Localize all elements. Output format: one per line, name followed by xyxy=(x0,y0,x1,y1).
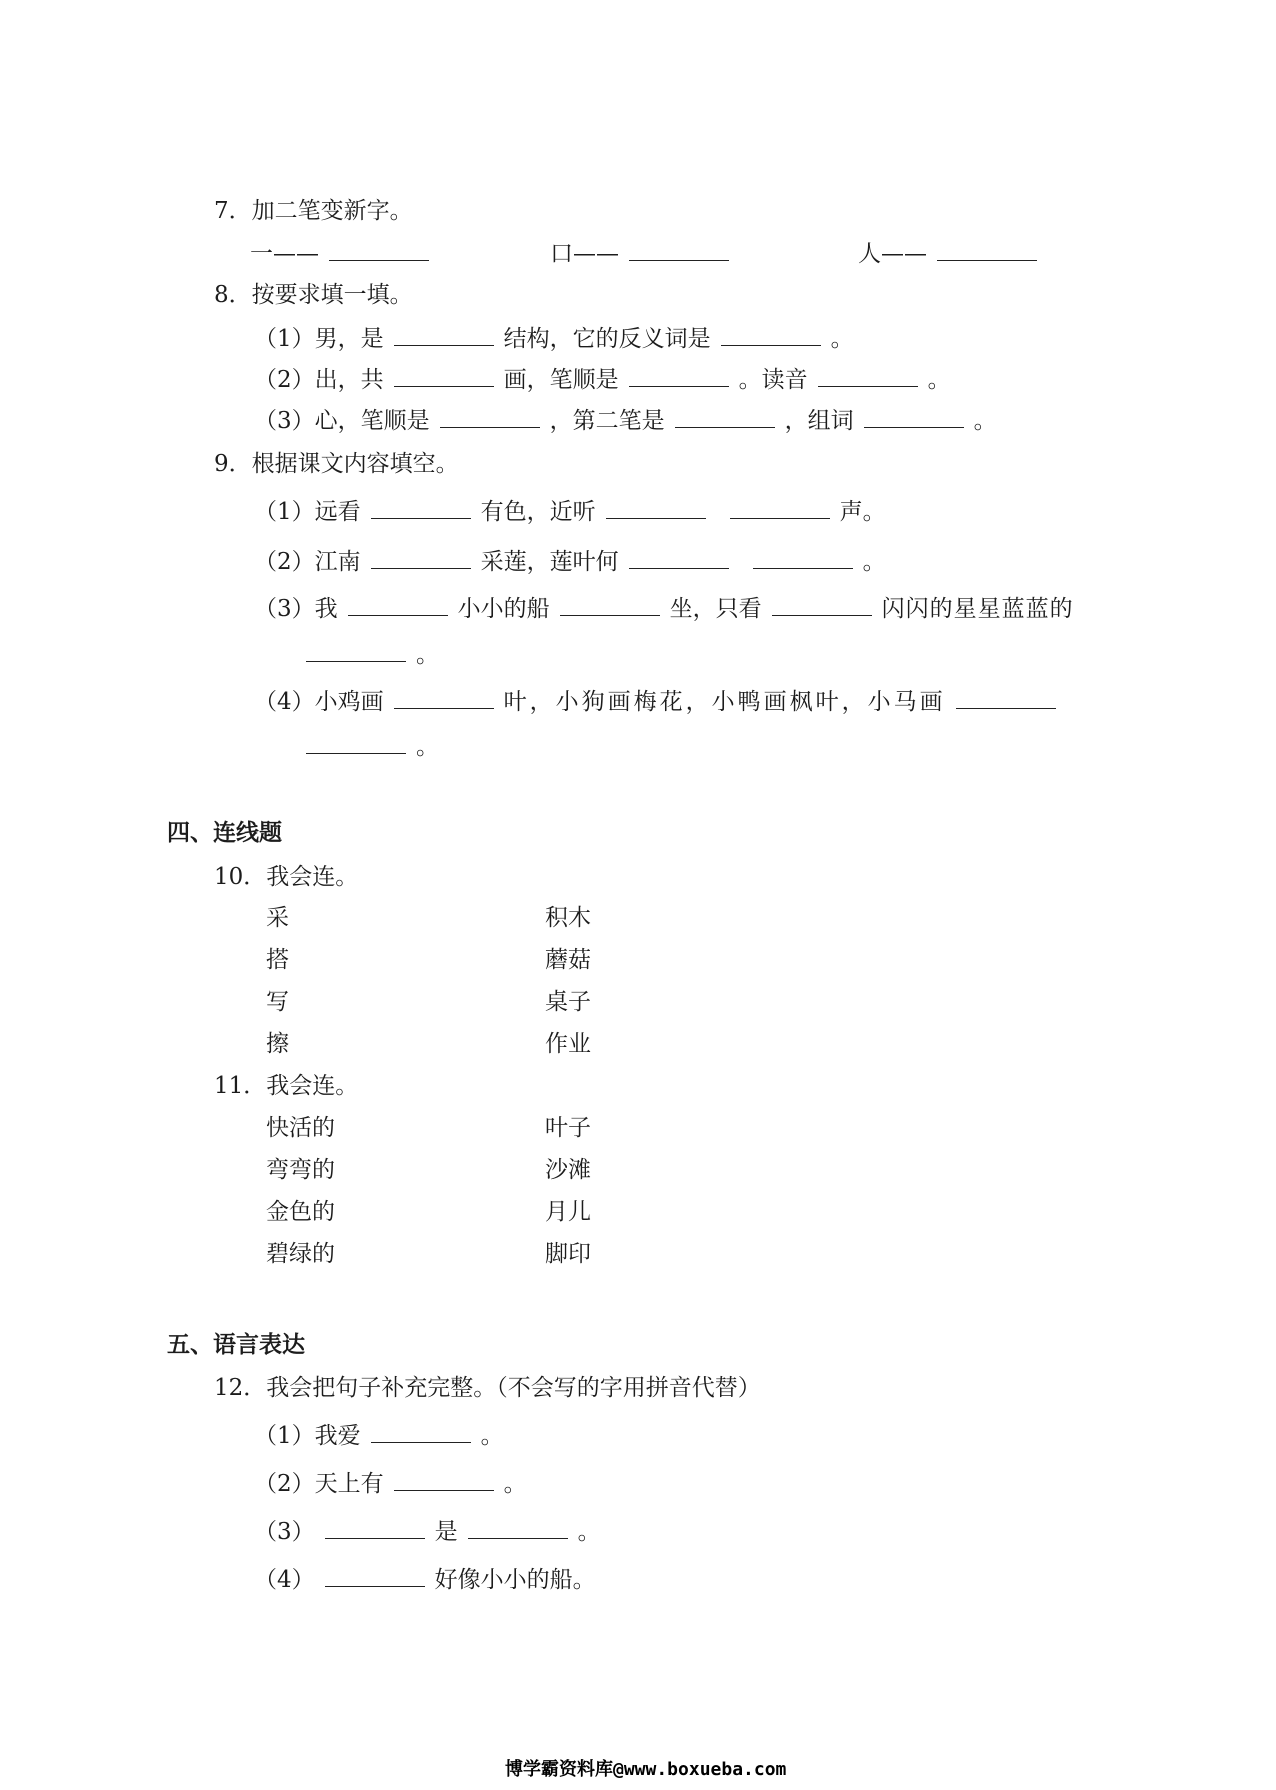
blank[interactable] xyxy=(329,238,429,261)
q7-item-1-text: 一—— xyxy=(250,241,319,267)
q9-sub-3-cont xyxy=(306,639,439,670)
q11-left-item[interactable]: 弯弯的 xyxy=(266,1157,335,1183)
blank[interactable] xyxy=(629,546,729,569)
q10-right-item[interactable]: 蘑菇 xyxy=(545,947,591,973)
footer-watermark: 博学霸资料库@www.boxueba.com xyxy=(505,1759,787,1780)
q8-s3-d: 。 xyxy=(973,408,997,434)
q12-s2-a: （2）天上有 xyxy=(254,1471,384,1497)
q9-title: 9．根据课文内容填空。 xyxy=(214,451,459,477)
q11-right-item[interactable]: 沙滩 xyxy=(545,1157,591,1183)
q11-left-item[interactable]: 金色的 xyxy=(266,1199,335,1225)
q8-sub-1 xyxy=(254,323,854,354)
q11-left-item[interactable]: 碧绿的 xyxy=(266,1241,335,1267)
q12-s4-a: （4） xyxy=(254,1567,315,1593)
q10-right-item[interactable]: 作业 xyxy=(545,1031,591,1057)
blank[interactable] xyxy=(306,731,406,754)
q8-s1-c: 。 xyxy=(830,326,854,352)
q10-right-item[interactable]: 桌子 xyxy=(545,989,591,1015)
blank[interactable] xyxy=(468,1516,568,1539)
q9-s4-b: 叶，小狗画梅花，小鸭画枫叶，小马画 xyxy=(503,689,946,715)
q9-s3-b: 小小的船 xyxy=(457,596,550,622)
q10-left-item[interactable]: 搭 xyxy=(266,947,289,973)
blank[interactable] xyxy=(394,364,494,387)
q12-s2-b: 。 xyxy=(503,1471,527,1497)
blank[interactable] xyxy=(394,686,494,709)
q10-title: 10．我会连。 xyxy=(214,864,359,890)
blank[interactable] xyxy=(606,496,706,519)
blank[interactable] xyxy=(325,1516,425,1539)
q9-s3-c: 坐，只看 xyxy=(669,596,762,622)
q12-sub-4 xyxy=(254,1564,596,1595)
q9-s4-c: 。 xyxy=(416,734,439,760)
blank[interactable] xyxy=(440,405,540,428)
section-5-heading: 五、语言表达 xyxy=(167,1332,305,1358)
blank[interactable] xyxy=(371,1420,471,1443)
q12-s3-c: 。 xyxy=(577,1519,601,1545)
q12-s3-b: 是 xyxy=(434,1519,458,1545)
q11-title: 11．我会连。 xyxy=(214,1073,359,1099)
q12-s3-a: （3） xyxy=(254,1519,315,1545)
blank[interactable] xyxy=(371,496,471,519)
blank[interactable] xyxy=(937,238,1037,261)
q8-s2-d: 。 xyxy=(927,367,951,393)
blank[interactable] xyxy=(394,1468,494,1491)
q8-s3-c: ，组词 xyxy=(784,408,854,434)
q9-s2-b: 采莲，莲叶何 xyxy=(480,549,619,575)
q9-s3-a: （3）我 xyxy=(254,596,338,622)
q8-sub-2 xyxy=(254,364,951,395)
q12-sub-1 xyxy=(254,1420,504,1451)
blank[interactable] xyxy=(675,405,775,428)
q12-sub-2 xyxy=(254,1468,527,1499)
blank[interactable] xyxy=(348,593,448,616)
blank[interactable] xyxy=(864,405,964,428)
q7-item-3 xyxy=(858,238,1047,269)
blank[interactable] xyxy=(818,364,918,387)
q9-s1-b: 有色，近听 xyxy=(480,499,596,525)
q7-item-2-text: 口—— xyxy=(550,241,619,267)
q9-s1-c: 声。 xyxy=(839,499,886,525)
q9-s3-d: 闪闪的星星蓝蓝的 xyxy=(881,596,1074,622)
blank[interactable] xyxy=(371,546,471,569)
q7-item-1 xyxy=(250,238,439,269)
blank[interactable] xyxy=(560,593,660,616)
q7-item-2 xyxy=(550,238,739,269)
q9-sub-1 xyxy=(254,496,886,527)
q10-right-item[interactable]: 积木 xyxy=(545,905,591,931)
q9-sub-4-cont xyxy=(306,731,439,762)
q8-title: 8．按要求填一填。 xyxy=(214,282,413,308)
q10-left-item[interactable]: 擦 xyxy=(266,1031,289,1057)
q11-right-item[interactable]: 月儿 xyxy=(545,1199,591,1225)
section-4-heading: 四、连线题 xyxy=(167,820,282,846)
q9-s4-a: （4）小鸡画 xyxy=(254,689,384,715)
q8-s2-c: 。读音 xyxy=(738,367,808,393)
q11-right-item[interactable]: 叶子 xyxy=(545,1115,591,1141)
q10-left-item[interactable]: 写 xyxy=(266,989,289,1015)
q8-sub-3 xyxy=(254,405,997,436)
q8-s1-b: 结构，它的反义词是 xyxy=(503,326,711,352)
q9-sub-3 xyxy=(254,593,1074,624)
blank[interactable] xyxy=(721,323,821,346)
q12-sub-3 xyxy=(254,1516,601,1547)
blank[interactable] xyxy=(306,639,406,662)
blank[interactable] xyxy=(629,238,729,261)
q8-s2-a: （2）出，共 xyxy=(254,367,384,393)
blank[interactable] xyxy=(956,686,1056,709)
blank[interactable] xyxy=(730,496,830,519)
q12-title: 12．我会把句子补充完整。（不会写的字用拼音代替） xyxy=(214,1375,761,1401)
q12-s4-b: 好像小小的船。 xyxy=(434,1567,596,1593)
q9-s2-a: （2）江南 xyxy=(254,549,361,575)
q8-s3-a: （3）心，笔顺是 xyxy=(254,408,430,434)
q11-left-item[interactable]: 快活的 xyxy=(266,1115,335,1141)
q11-right-item[interactable]: 脚印 xyxy=(545,1241,591,1267)
q9-s2-c: 。 xyxy=(862,549,886,575)
q12-s1-a: （1）我爱 xyxy=(254,1423,361,1449)
blank[interactable] xyxy=(753,546,853,569)
q9-sub-2 xyxy=(254,546,886,577)
q8-s2-b: 画，笔顺是 xyxy=(503,367,619,393)
q7-item-3-text: 人—— xyxy=(858,241,927,267)
blank[interactable] xyxy=(394,323,494,346)
q10-left-item[interactable]: 采 xyxy=(266,905,289,931)
q7-title: 7．加二笔变新字。 xyxy=(214,198,413,224)
blank[interactable] xyxy=(325,1564,425,1587)
q12-s1-b: 。 xyxy=(480,1423,504,1449)
q9-s1-a: （1）远看 xyxy=(254,499,361,525)
blank[interactable] xyxy=(772,593,872,616)
q8-s1-a: （1）男，是 xyxy=(254,326,384,352)
q8-s3-b: ，第二笔是 xyxy=(549,408,665,434)
q9-s3-e: 。 xyxy=(416,642,439,668)
blank[interactable] xyxy=(629,364,729,387)
q9-sub-4 xyxy=(254,686,1066,717)
